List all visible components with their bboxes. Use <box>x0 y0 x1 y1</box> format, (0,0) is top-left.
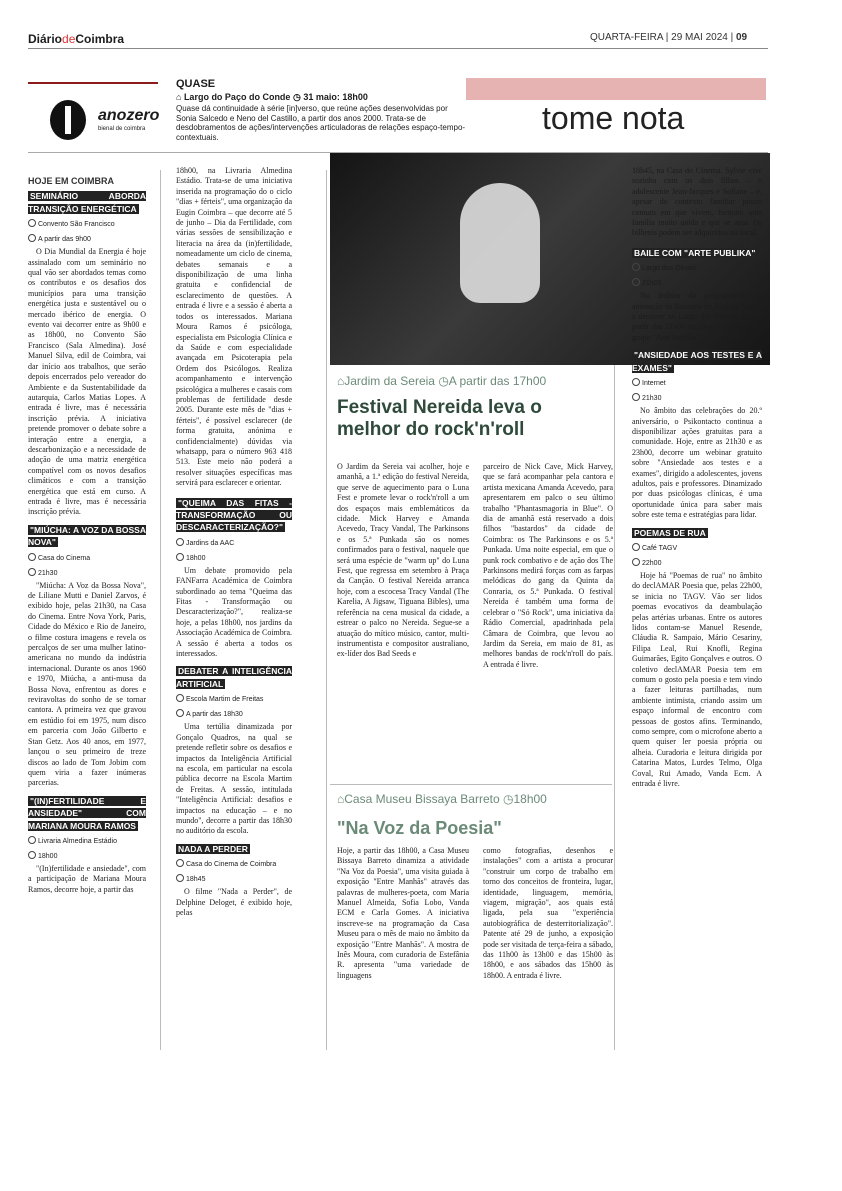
event-place: Jardins da AAC <box>176 538 292 549</box>
clock-icon <box>28 568 36 576</box>
article-headline: NADA A PERDER <box>178 843 248 854</box>
location-icon <box>632 378 640 386</box>
header-accent-band <box>466 78 766 100</box>
event-time: 18h45 <box>176 874 292 885</box>
column-1 <box>28 176 146 895</box>
column-divider <box>326 170 327 1050</box>
article-separator <box>330 784 612 785</box>
location-icon <box>176 694 184 702</box>
article-body: O Dia Mundial da Energia é hoje assinalado com um seminário no qual vão ser abordados temas como os contributos e os desafios dos municípios para uma transição energética justa e sustentável ou o mercado ibérico de energia. O evento vai decorrer entre as 9h00 e as 18h00, no Convento São Francisco (Sala Almedina). José Manuel Silva, edil de Coimbra, vai dar início aos trabalhos, que serão depois encerrados pelo vereador do Ambiente e da Sustentabilidade da autarquia, Carlos Matias Lopes. A entrada é livre, mas é necessária inscrição prévia. A iniciativa pretende promover o debate sobre a interação entre a energia, a descarbonização e a necessidade de adoção de uma matriz energética compatível com os novos desafios climáticos e com a transição energética que está em curso. A entrada é livre, mas é necessária inscrição prévia. <box>28 247 146 517</box>
event-time: 21h30 <box>28 568 146 579</box>
article-headline: SEMINÁRIO ABORDA TRANSIÇÃO ENERGÉTICA <box>28 191 146 214</box>
location-icon: ⌂ <box>337 792 345 806</box>
festival-body-col1: O Jardim da Sereia vai acolher, hoje e amanhã, a 1.ª edição do festival Nereida, que serve de aquecimento para o Luna Fest e promete levar o rock'n'roll a um dos espaços mais emblemáticos da cidade. Mick Harvey e Amanda Acevedo, Tracy Vandal, The Parkinsons e os 5.ª Punkada são os nomes confirmados para o festival, naquele que será uma espécie de "warm up" do Luna Fest, que regressa em setembro à Praça da Canção. O festival Nereida arranca hoje, com a escocesa Tracy Vandal (The Karelia, A Jigsaw, Tiguana Bibles), uma referência na cena musical da cidade, a estrear o palco no Nereida. Segue-se a atuação do mítico músico, cantor, multi-instrumentista e compositor australiano, ex-líder dos Bad Seeds e <box>337 462 469 659</box>
location-icon <box>28 219 36 227</box>
anozero-name: anozero <box>98 107 160 124</box>
location-icon: ⌂ <box>176 92 184 102</box>
event-place: Casa do Cinema de Coimbra <box>176 859 292 870</box>
event-time: 18h00 <box>176 553 292 564</box>
clock-icon <box>632 278 640 286</box>
masthead-title: DiáriodeCoimbra <box>28 32 125 46</box>
article-body: No âmbito das celebrações do 20.º aniversário, o Psikontacto continua a disponibilizar ações gratuitas para a comunidade. Hoje, entre as 21h30 e as 23h00, decorre um webinar gratuito sobre "Ansiedade aos testes e a exames", dirigido a adolescentes, jovens adultos, pais e professores. Dinamizado por duas psicólogas clínicas, é uma oportunidade única para saber mais sobre este tema e estratégias para lidar. <box>632 406 762 520</box>
article-body-continued: 18h00, na Livraria Almedina Estádio. Trata-se de uma iniciativa inserida na programação do o ciclo "dias + férteis", uma organização da Eugin Coimbra – que decorre até 5 de junho – Dia da Fertilidade, com várias sessões de sensibilização e literacia na área da (in)fertilidade, nomeadamente um ciclo de cinema, debates semanais e a disponibilização de uma linha gratuita e confidencial de esclarecimento de questões. A entrada é livre e a sessão é aberta a todos os interessados. Mariana Moura Ramos é psicóloga, especialista em Psicologia Clínica e da Saúde e com especialidade avançada em Psicoterapia pela Ordem dos Psicólogos. Realiza acompanhamento e intervenção psicológica a mulheres e casais com problemas de fertilidade desde 2005. Durante este mês de "dias + férteis", é possível esclarecer (de forma gratuita, anónima e confidencialmente) dúvidas via whatsapp, para o número 963 418 513. Este meio não poderá a resolver situações específicas mas servirá para esclarecer e orientar. <box>176 166 292 488</box>
event-time: 22h00 <box>632 558 762 569</box>
header-accent-bar <box>28 82 158 84</box>
museum-headline: "Na Voz da Poesia" <box>337 818 502 838</box>
event-time: 18h00 <box>28 851 146 862</box>
location-icon: ⌂ <box>337 374 345 388</box>
clock-icon <box>176 874 184 882</box>
top-rule <box>28 48 768 49</box>
museum-body-col2: como fotografias, desenhos e instalações" com a artista a procurar "construir um corpo de trabalho em torno dos conceitos de fronteira, lugar, identidade, linguagem, memória, viagem, migração", aos quais está ligada, pela sua "experiência autobiográfica de desterritorialização". Patente até 29 de junho, a exposição pode ser visitada de terça-feira a sábado, das 11h00 às 13h00 e das 15h00 às 18h00, e aos sábados das 15h00 às 18h00. A entrada é livre. <box>483 846 613 980</box>
location-icon <box>28 553 36 561</box>
event-place: Café TAGV <box>632 543 762 554</box>
museum-body-col1: Hoje, a partir das 18h00, a Casa Museu Bissaya Barreto dinamiza a atividade "Na Voz da Poesia", uma visita guiada à exposição "Entre Manhãs" através das palavras de mulheres-poeta, com Maria Manuel Almeida, Sofia Lobo, Vanda ECM e Carla Gomes. A iniciativa inscreve-se na programação da Casa Museu para o mês de maio no âmbito da exposição "Entre Manhãs". A mostra de Inês Moura, com curadoria de Estefânia R. apresenta "uma variedade de linguagens <box>337 846 469 980</box>
article-body: Um debate promovido pela FANFarra Académica de Coimbra subordinado ao tema "Queima das Fitas - Transformação ou Descaracterização?", realiza-se hoje, a pelas 18h00, nos jardins da Associação Académica de Coimbra. A sessão é aberta a todos os interessados. <box>176 565 292 659</box>
article-body: O filme "Nada a Perder", de Delphine Deloget, é exibido hoje, pelas <box>176 887 292 917</box>
anozero-subtitle: bienal de coimbra <box>98 126 146 132</box>
event-time: A partir das 9h00 <box>28 234 146 245</box>
quase-text: Quase dá continuidade à série [in]verso, que reúne ações desenvolvidas por Sonia Salcedo e Neno del Castillo, a partir dos anos 2000. Trata-se de desdobramentos de ações/intervenções articuladoras de relações espaço-tempo-contextuais. <box>176 104 466 142</box>
museum-meta: ⌂Casa Museu Bissaya Barreto ◷18h00 <box>337 792 547 806</box>
article-body: No âmbito da programação de animação da Romaria do Espírito Santo, a decorrer no Largo dos Olivais, hoje a partir das 21h00 inicia-se o baile com o grupo "Arte Publika". <box>632 291 762 342</box>
clock-icon <box>28 851 36 859</box>
column-divider <box>160 170 161 1050</box>
festival-body-col2: parceiro de Nick Cave, Mick Harvey, que se fará acompanhar pela cantora e artista mexicana Amanda Acevedo, para apresentarem em palco o seu último trabalho "Phantasmagoria in Blue". O dia de amanhã está reservado a dois filhos "bastardos" da cidade de Coimbra: os The Parkinsons e os 5.ª Punkada. Uma noite especial, em que o punk rock combativo e de ação dos The Parkinsons medirá forças com as farpas melódicas do gang da Quinta da Conraria, os 5.ª Punkada. O festival Nereida é também uma forma de celebrar o "Só Rock", uma iniciativa da Rádio Comercial, apadrinhada pela Câmara de Coimbra, que levou ao Jardim da Sereia, em maio de 81, as melhores bandas de rock'n'roll do país. A entrada é livre. <box>483 462 613 669</box>
event-place: Escola Martim de Freitas <box>176 694 292 705</box>
section-label: HOJE EM COIMBRA <box>28 176 115 186</box>
event-place: Livraria Almedina Estádio <box>28 836 146 847</box>
article-body: "(In)fertilidade e ansiedade", com a participação de Mariana Moura Ramos, decorre hoje, a partir das <box>28 863 146 894</box>
quase-title: QUASE <box>176 78 216 90</box>
page-number: 09 <box>736 32 748 43</box>
article-headline: POEMAS DE RUA <box>634 527 706 538</box>
location-icon <box>176 538 184 546</box>
quase-place: ⌂ Largo do Paço do Conde ◷ 31 maio: 18h00 <box>176 92 368 102</box>
festival-meta: ⌂Jardim da Sereia ◷A partir das 17h00 <box>337 374 547 388</box>
event-time: A partir das 18h30 <box>176 709 292 720</box>
section-title: tome nota <box>542 100 685 136</box>
article-body: Hoje há "Poemas de rua" no âmbito do declAMAR Poesia que, pelas 22h00, se inicia no TAGV. Vão ser lidos poemas evocativos da deambulação pelas artérias urbanas. Entre os autores lidos contam-se Manuel Resende, Cláudia R. Sampaio, Mário Cesariny, Filipa Leal, Rui Knofli, Regina Guimarães, Egito Gonçalves e outros. O coletivo declAMAR Poesia tem em comum o gosto pela poesia e tem vindo a fazer leituras partilhadas, num ambiente intimista, criando assim um espaço informal de encontro com pessoas de gostos afins. Terminando, como sempre, com o microfone aberto a quem quiser ler poesia própria ou alheia. Curadoria e leitura dirigida por Catarina Matos, Lurdes Telmo, Olga Coval, Rui Amado, Vanda Ecm. A entrada é livre. <box>632 570 762 789</box>
anozero-logo-icon <box>48 98 88 142</box>
clock-icon: ◷ <box>292 92 304 102</box>
article-body: Uma tertúlia dinamizada por Gonçalo Quadros, na qual se pretende refletir sobre os desafios e impactos da Inteligência Artificial na escola, em particular na escola pública decorre na Escola Martim de Freitas. A sessão, intitulada "Inteligência Artificial: desafios e impactos na educação – e no mundo", decorre a partir das 18h30 no auditório da escola. <box>176 722 292 836</box>
event-place: Casa do Cinema <box>28 553 146 564</box>
column-2 <box>176 166 292 918</box>
event-place: Convento São Francisco <box>28 219 146 230</box>
event-time: 21h30 <box>632 393 762 404</box>
clock-icon <box>28 234 36 242</box>
article-headline: DEBATER A INTELIGÊNCIA ARTIFICIAL <box>176 666 292 689</box>
event-place: Internet <box>632 378 762 389</box>
article-body: "Miúcha: A Voz da Bossa Nova", de Liliane Mutti e Daniel Zarvos, é exibido hoje, pelas 21h30, na Casa do Cinema. Entre Nova York, Paris, Cidade do México e Rio de Janeiro, o filme costura imagens e revela os percalços de ser uma mulher latino-americana no mundo da indústria internacional. Durante os anos 1960 e 1970, Miúcha, a anti-musa da Bossa Nova, enfrentou as dores e reviravoltas do sonho de se tornar cantora. A primeira vez que gravou em estúdio foi em 1975, num disco em parceria com João Gilberto e Stan Getz. Aos 40 anos, em 1977, lançou o seu primeiro de treze discos ao lado de Tom Jobim com quem viria a fazer inúmeras parcerias. <box>28 580 146 788</box>
clock-icon <box>176 709 184 717</box>
article-headline: "ANSIEDADE AOS TESTES E A EXAMES" <box>632 350 762 373</box>
clock-icon <box>632 558 640 566</box>
location-icon <box>632 263 640 271</box>
article-headline: "(IN)FERTILIDADE E ANSIEDADE" COM MARIANA MOURA RAMOS <box>28 795 146 831</box>
masthead-date: QUARTA-FEIRA | 29 MAI 2024 | 09 <box>590 32 748 43</box>
location-icon <box>632 543 640 551</box>
location-icon <box>176 859 184 867</box>
clock-icon: ◷ <box>503 792 514 806</box>
event-time: 21h00 <box>632 278 762 289</box>
clock-icon: ◷ <box>438 374 449 388</box>
article-headline: "QUEIMA DAS FITAS - TRANSFORMAÇÃO OU DESCARACTERIZAÇÃO?" <box>176 497 292 533</box>
singer-figure <box>460 183 540 303</box>
event-place: Largo dos Olivais <box>632 263 762 274</box>
festival-headline: Festival Nereida leva o melhor do rock'n'roll <box>337 397 542 440</box>
article-headline: BAILE COM "ARTE PUBLIKA" <box>634 247 756 258</box>
article-headline: "MIÚCHA: A VOZ DA BOSSA NOVA" <box>28 524 146 548</box>
clock-icon <box>176 553 184 561</box>
article-body-continued: 18h45, na Casa do Cinema. Sylvie vive sozinha com os dois filhos – o adolescente Jean-Jacques e Sofiane – e, apesar do contexto familiar pouco comum em que vivem, formam uma família muito unida e que se ama. Os bilhetes podem ser adquiridos no local. <box>632 166 762 238</box>
location-icon <box>28 836 36 844</box>
clock-icon <box>632 393 640 401</box>
column-5 <box>632 166 762 790</box>
